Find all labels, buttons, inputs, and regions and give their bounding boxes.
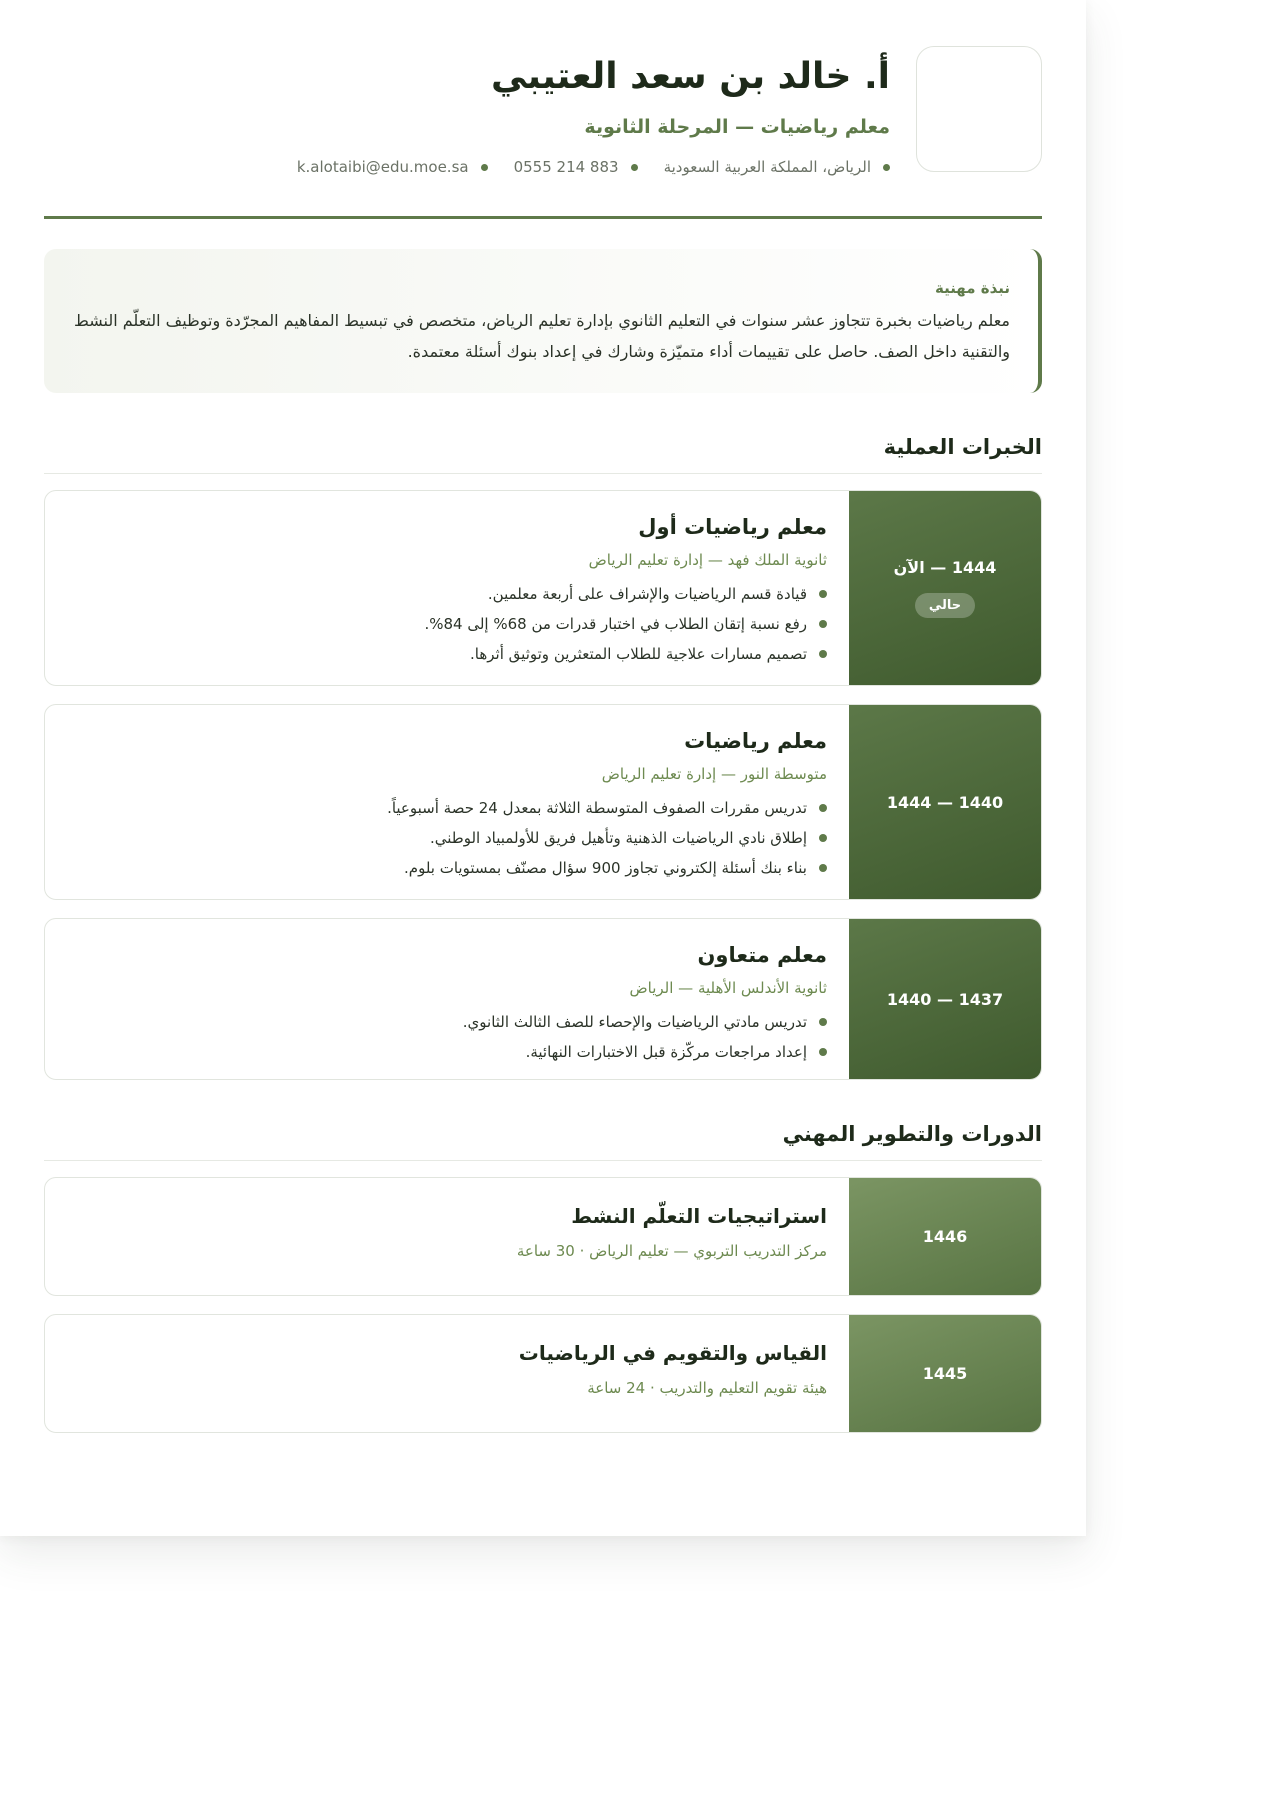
bullet-text: قيادة قسم الرياضيات والإشراف على أربعة معلمين. [487, 585, 807, 603]
contact-location-text: الرياض، المملكة العربية السعودية [663, 158, 871, 176]
experience-date-column [849, 705, 1041, 899]
list-item [67, 645, 827, 663]
course-title: استراتيجيات التعلّم النشط [571, 1204, 827, 1228]
experience-list [44, 490, 1042, 1080]
experience-date: 1444 — الآن [893, 558, 997, 577]
experience-card [44, 490, 1042, 686]
contact-phone-text: 0555 214 883 [513, 158, 619, 176]
list-item [67, 829, 827, 847]
list-item [67, 859, 827, 877]
experience-card [44, 704, 1042, 900]
person-role: معلم رياضيات — المرحلة الثانوية [584, 116, 890, 138]
current-badge: حالي [915, 593, 975, 618]
course-title: القياس والتقويم في الرياضيات [518, 1341, 827, 1365]
courses-list [44, 1177, 1042, 1433]
bullet-dot-icon [819, 834, 827, 842]
course-year: 1446 [849, 1178, 1041, 1295]
list-item [67, 615, 827, 633]
experience-date-column [849, 491, 1041, 685]
bullet-text: إعداد مراجعات مركّزة قبل الاختبارات النهائية. [525, 1043, 807, 1061]
bullet-dot-icon [819, 620, 827, 628]
bullet-dot-icon [819, 804, 827, 812]
job-bullets [67, 585, 827, 663]
course-card [44, 1314, 1042, 1433]
course-body [45, 1178, 849, 1295]
list-item [67, 1043, 827, 1061]
bullet-dot-icon [481, 164, 488, 171]
bullet-text: رفع نسبة إتقان الطلاب في اختبار قدرات من 68% إلى 84%. [424, 615, 807, 633]
experience-section-title: الخبرات العملية [44, 435, 1042, 474]
bullet-dot-icon [819, 1018, 827, 1026]
identity-block [44, 46, 890, 176]
bullet-dot-icon [819, 1048, 827, 1056]
person-name: أ. خالد بن سعد العتيبي [490, 56, 890, 97]
job-organization: ثانوية الأندلس الأهلية — الرياض [629, 979, 827, 997]
contact-phone [514, 158, 638, 176]
contact-location [664, 158, 890, 176]
course-meta: مركز التدريب التربوي — تعليم الرياض · 30 ساعة [516, 1242, 827, 1260]
contact-email[interactable] [297, 158, 488, 176]
job-title: معلم رياضيات [684, 729, 827, 753]
bullet-text: تصميم مسارات علاجية للطلاب المتعثرين وتوثيق أثرها. [470, 645, 807, 663]
professional-summary [44, 249, 1042, 393]
contact-email-text[interactable]: k.alotaibi@edu.moe.sa [296, 158, 469, 176]
summary-text: معلم رياضيات بخبرة تتجاوز عشر سنوات في التعليم الثانوي بإدارة تعليم الرياض، متخصص في تبسيط المفاهيم المجرّدة وتوظيف التعلّم النشط والتقنية داخل الصف. حاصل على تقييمات أداء متميّزة وشارك في إعداد بنوك أسئلة معتمدة. [74, 311, 1010, 361]
bullet-dot-icon [819, 650, 827, 658]
experience-card [44, 918, 1042, 1080]
job-organization: متوسطة النور — إدارة تعليم الرياض [601, 765, 827, 783]
list-item [67, 585, 827, 603]
experience-body [45, 919, 849, 1079]
profile-photo-placeholder [916, 46, 1042, 172]
experience-body [45, 705, 849, 899]
experience-body [45, 491, 849, 685]
course-year: 1445 [849, 1315, 1041, 1432]
resume-header [44, 46, 1042, 219]
course-body [45, 1315, 849, 1432]
summary-label: نبذة مهنية [934, 279, 1010, 297]
list-item [67, 799, 827, 817]
bullet-text: تدريس مادتي الرياضيات والإحصاء للصف الثالث الثانوي. [462, 1013, 807, 1031]
course-meta: هيئة تقويم التعليم والتدريب · 24 ساعة [587, 1379, 827, 1397]
experience-date: 1440 — 1444 [886, 792, 1004, 812]
experience-date: 1437 — 1440 [886, 989, 1004, 1009]
bullet-dot-icon [819, 590, 827, 598]
courses-section-title: الدورات والتطوير المهني [44, 1122, 1042, 1161]
bullet-dot-icon [883, 164, 890, 171]
job-title: معلم متعاون [697, 943, 827, 967]
contact-list [44, 158, 890, 176]
bullet-text: تدريس مقررات الصفوف المتوسطة الثلاثة بمعدل 24 حصة أسبوعياً. [387, 799, 807, 817]
course-card [44, 1177, 1042, 1296]
job-organization: ثانوية الملك فهد — إدارة تعليم الرياض [588, 551, 827, 569]
job-bullets [67, 1013, 827, 1061]
bullet-text: بناء بنك أسئلة إلكتروني تجاوز 900 سؤال مصنّف بمستويات بلوم. [404, 859, 807, 877]
list-item [67, 1013, 827, 1031]
experience-date-column [849, 919, 1041, 1079]
bullet-text: إطلاق نادي الرياضيات الذهنية وتأهيل فريق للأولمبياد الوطني. [429, 829, 807, 847]
bullet-dot-icon [819, 864, 827, 872]
job-title: معلم رياضيات أول [638, 515, 827, 539]
bullet-dot-icon [631, 164, 638, 171]
job-bullets [67, 799, 827, 877]
